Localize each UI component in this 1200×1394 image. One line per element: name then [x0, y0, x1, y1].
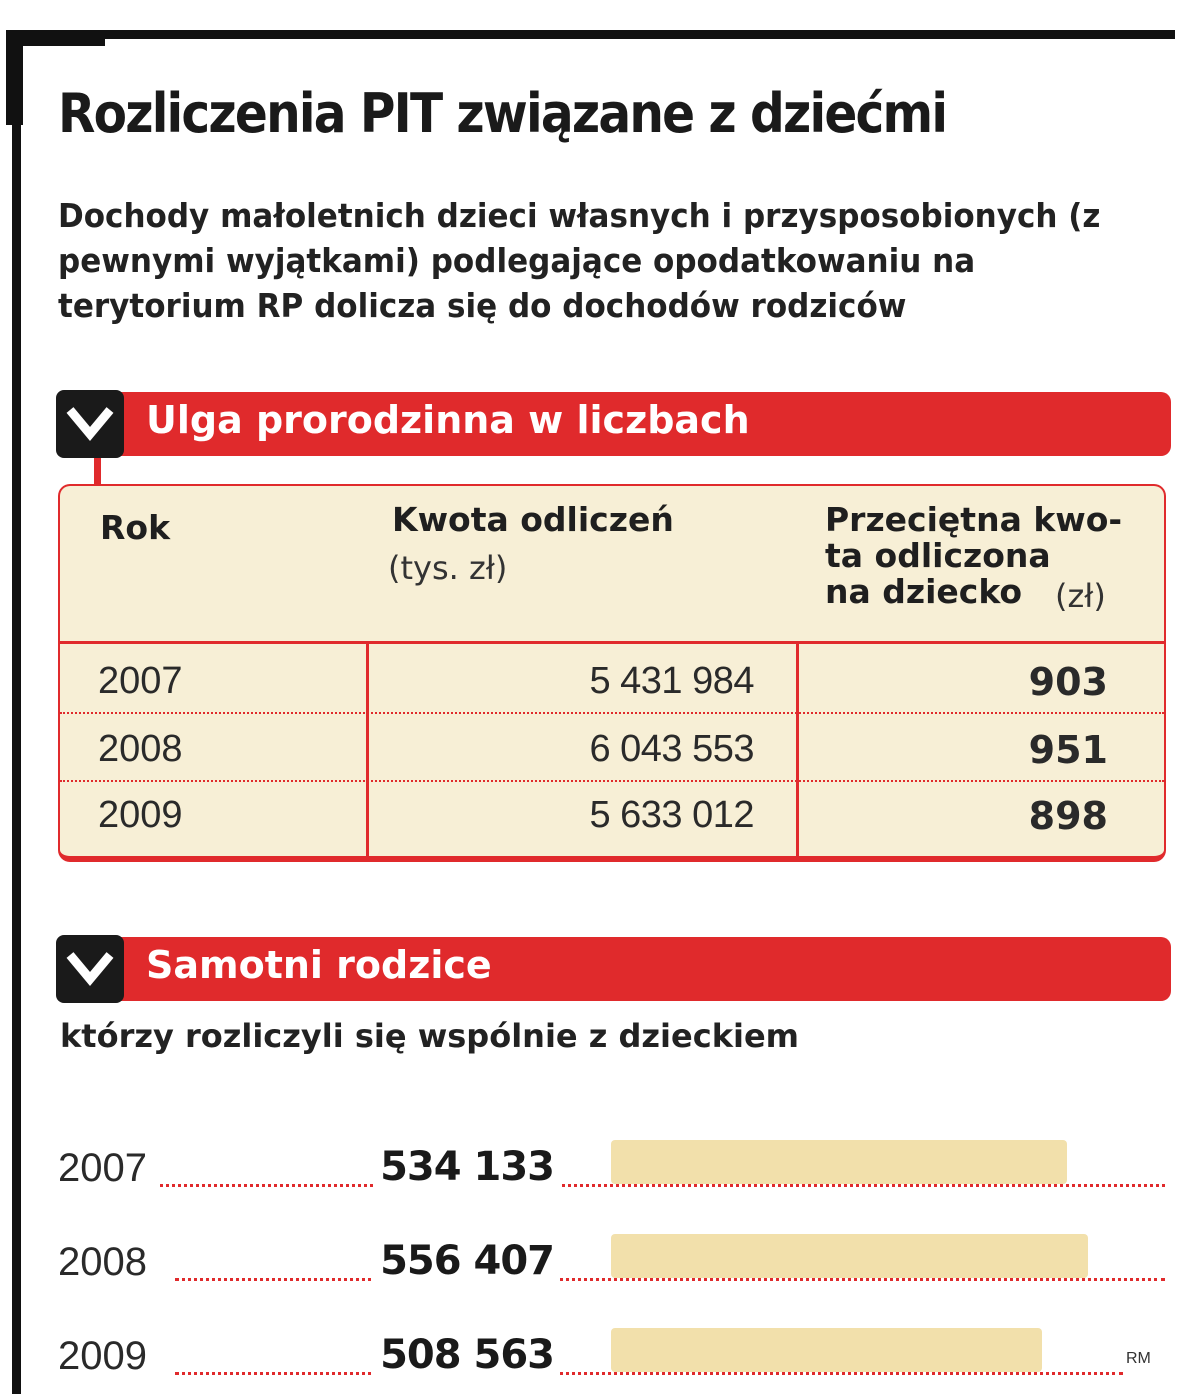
leader-dots	[175, 1372, 1123, 1375]
bar-category-label: 2007	[58, 1146, 147, 1190]
top-rule	[10, 30, 1175, 39]
table-cell-avg: 898	[1028, 794, 1108, 838]
author-credit: RM	[1126, 1350, 1151, 1367]
column-divider	[796, 644, 799, 856]
bar-value-label: 534 133	[374, 1144, 560, 1190]
bar-chart-caption: którzy rozliczyli się wspólnie z dzieckiem	[60, 1017, 799, 1055]
chevron-down-icon-glyph	[64, 402, 116, 446]
chevron-down-icon	[56, 935, 124, 1003]
chevron-down-icon	[56, 390, 124, 458]
bar-value-label: 508 563	[374, 1332, 560, 1378]
column-divider	[366, 644, 369, 856]
table-cell-year: 2009	[98, 794, 183, 836]
table-cell-amount: 5 431 984	[589, 660, 754, 702]
section-header-label: Ulga prorodzinna w liczbach	[146, 398, 750, 442]
bar-category-label: 2009	[58, 1334, 147, 1378]
leader-dots	[160, 1184, 1165, 1187]
bar-row	[0, 1140, 1200, 1200]
header-rule	[60, 641, 1164, 644]
bar-category-label: 2008	[58, 1240, 147, 1284]
section-header-label: Samotni rodzice	[146, 943, 492, 987]
col-header-avg: Przeciętna kwo- ta odliczona na dziecko (zł)	[825, 500, 1123, 615]
ulga-table	[58, 484, 1166, 862]
left-rule-notch	[6, 30, 23, 125]
header-connector	[94, 458, 101, 484]
row-separator	[60, 712, 1164, 714]
bar	[611, 1234, 1088, 1278]
top-rule-tab	[10, 30, 105, 46]
chevron-down-icon-glyph	[64, 947, 116, 991]
table-cell-amount: 6 043 553	[589, 728, 754, 770]
page-title: Rozliczenia PIT związane z dziećmi	[58, 82, 947, 145]
col-header-avg-unit: (zł)	[1055, 577, 1106, 615]
col-header-amount-unit: (tys. zł)	[388, 549, 508, 587]
section-header-ulga	[56, 390, 1171, 458]
table-cell-avg: 903	[1028, 660, 1108, 704]
bar-value-label: 556 407	[374, 1238, 560, 1284]
table-cell-amount: 5 633 012	[589, 794, 754, 836]
page-subtitle: Dochody małoletnich dzieci własnych i przysposobionych (z pewnymi wyjątkami) podlegające opodatkowaniu na terytorium RP dolicza się do dochodów rodziców	[58, 196, 1101, 325]
bar	[611, 1140, 1067, 1184]
table-cell-year: 2008	[98, 728, 183, 770]
bar	[611, 1328, 1042, 1372]
row-separator	[60, 780, 1164, 782]
leader-dots	[175, 1278, 1165, 1281]
table-cell-avg: 951	[1028, 728, 1108, 772]
table-cell-year: 2007	[98, 660, 183, 702]
col-header-amount: Kwota odliczeń (tys. zł)	[388, 500, 674, 587]
section-header-samotni	[56, 935, 1171, 1003]
bar-row	[0, 1234, 1200, 1294]
col-header-year: Rok	[100, 508, 171, 547]
bar-row	[0, 1328, 1200, 1388]
